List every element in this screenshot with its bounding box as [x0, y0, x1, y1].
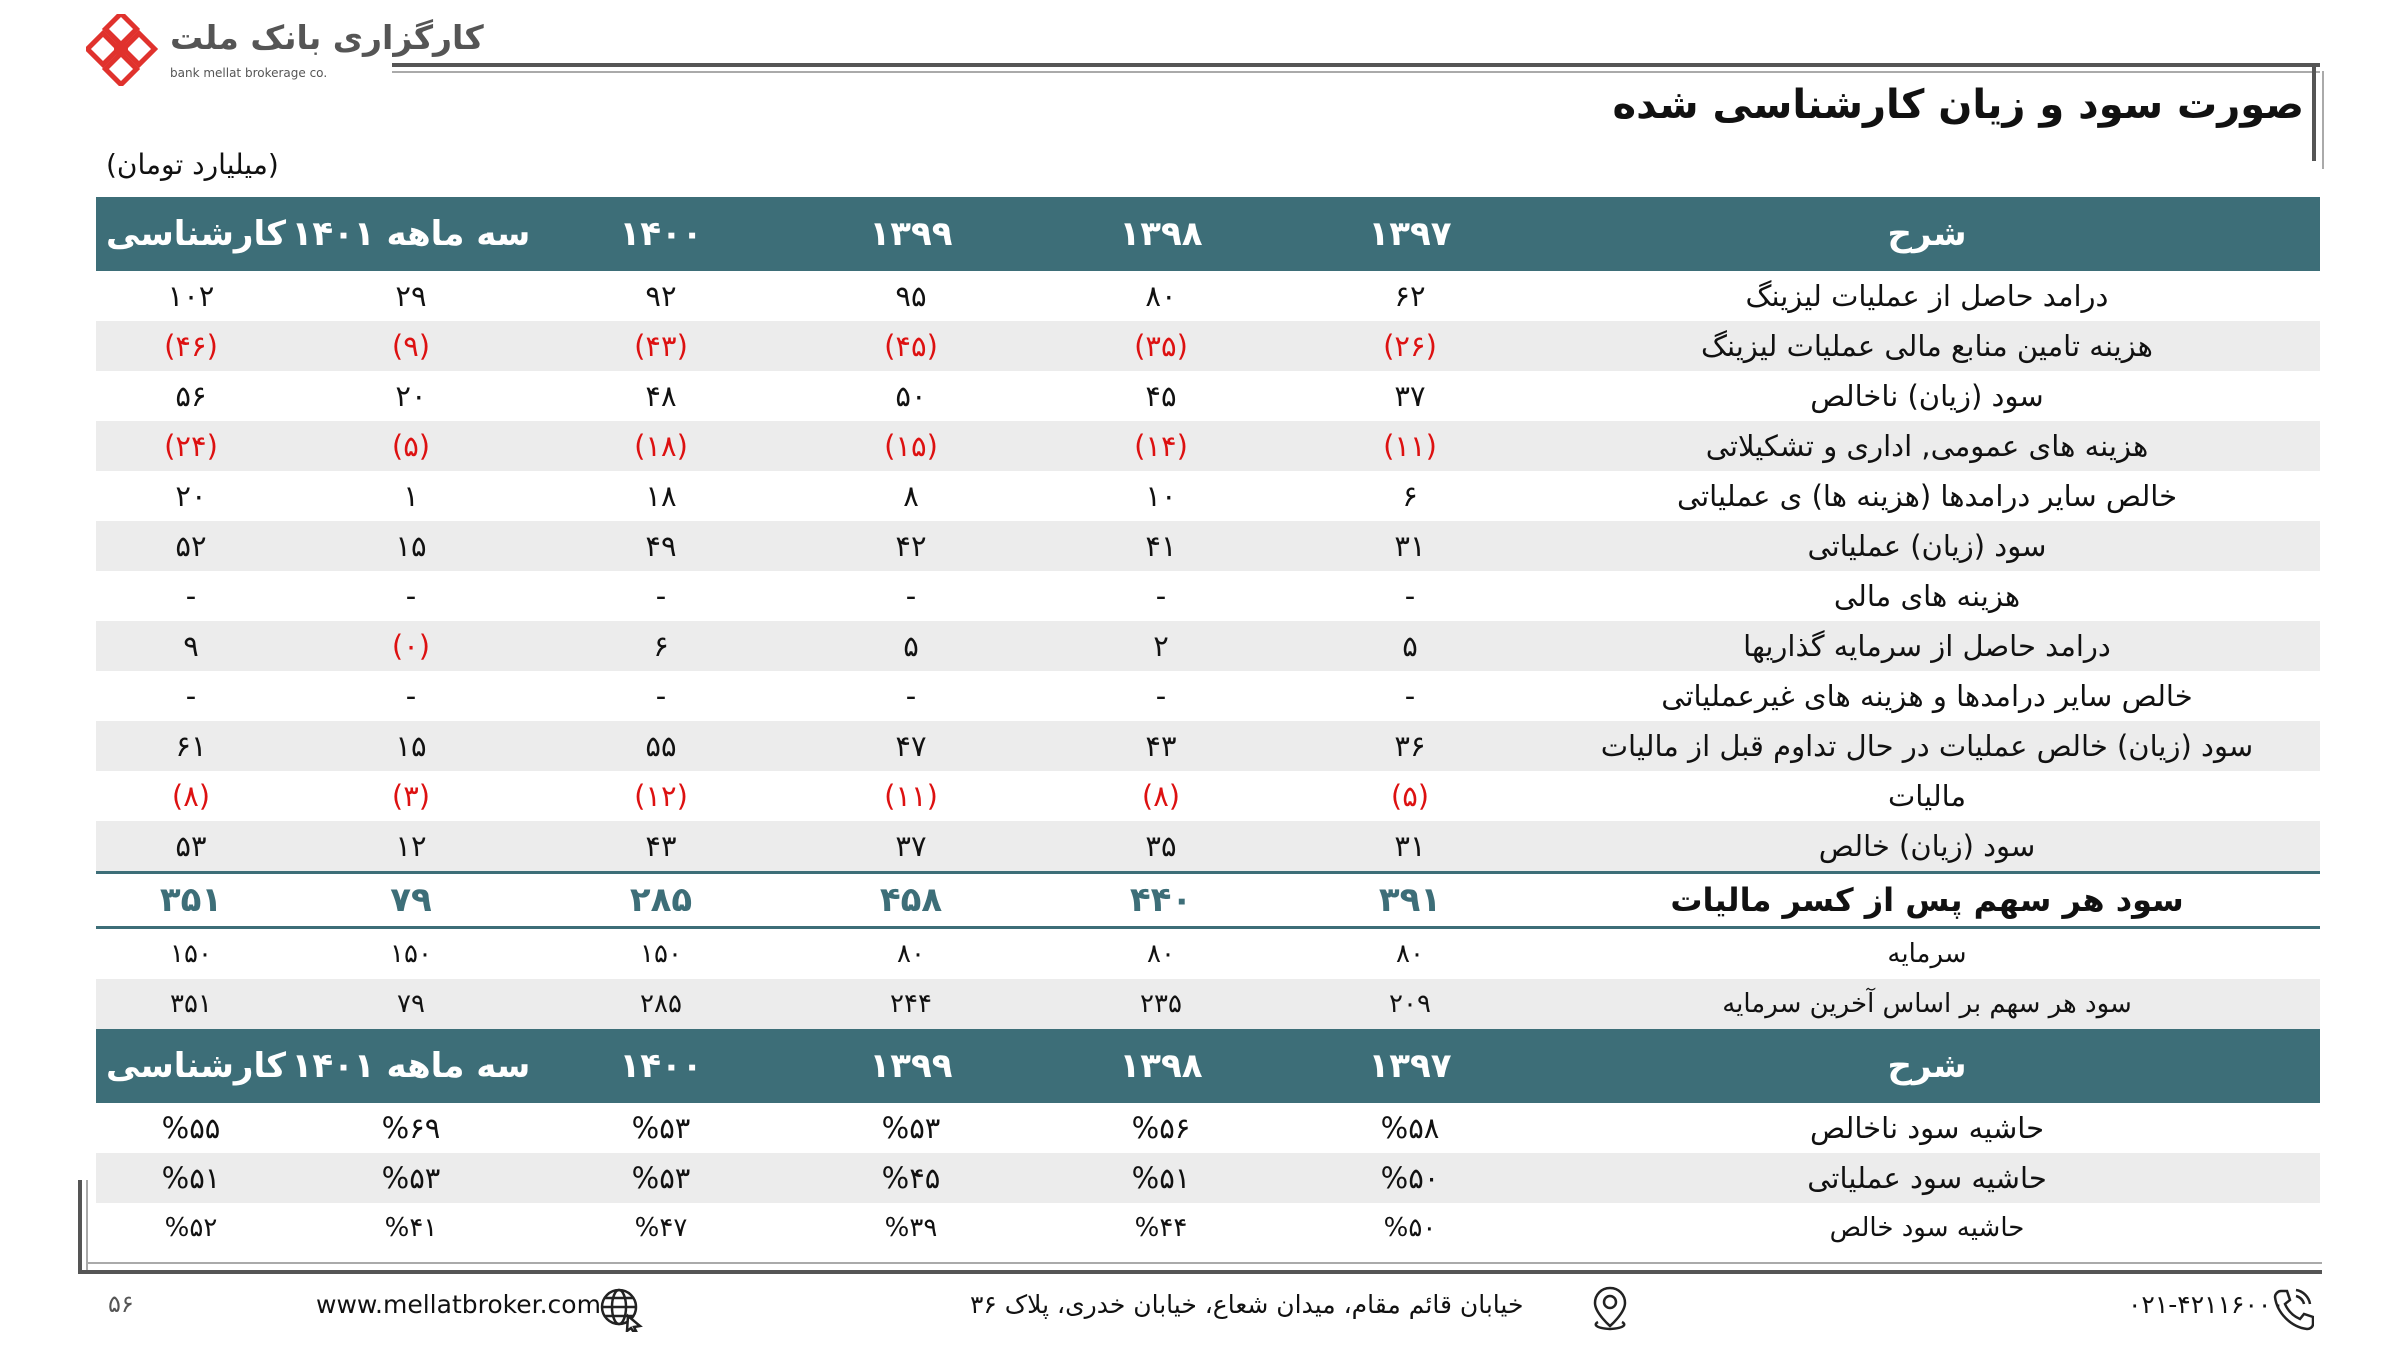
- row-value: ۴۳: [1036, 721, 1286, 771]
- frame-line-left: [78, 1180, 82, 1274]
- row-value: (۴۳): [536, 321, 786, 371]
- row-value: ۲۹: [395, 279, 427, 313]
- row-value: %۵۰: [1286, 1153, 1534, 1203]
- row-value: ۵۰: [895, 379, 927, 413]
- table-row: [96, 1153, 2320, 1203]
- row-value: -: [905, 579, 917, 613]
- row-value: ۷۹: [286, 873, 536, 928]
- table-header-row: [96, 1029, 2320, 1103]
- row-label: حاشیه سود ناخالص: [1809, 1111, 2045, 1145]
- row-value: -: [185, 679, 197, 713]
- header-cell-description: شرح: [1534, 197, 2320, 271]
- row-value: ۸۰: [897, 939, 925, 969]
- row-label: هزینه های مالی: [1833, 579, 2021, 613]
- row-value: %۵۱: [1036, 1153, 1286, 1203]
- row-value: ۱۰: [1145, 479, 1177, 513]
- row-value: (۰): [286, 621, 536, 671]
- header-cell-description: شرح: [1534, 1029, 2320, 1103]
- table-row: [96, 721, 2320, 771]
- brand-logo: [86, 14, 484, 86]
- row-value: ۵۲: [96, 521, 286, 571]
- row-value: ۵: [786, 621, 1036, 671]
- table-header-row: [96, 197, 2320, 271]
- logo-mark-icon: [86, 14, 158, 86]
- row-value: %۵۳: [631, 1111, 691, 1145]
- phone-icon: [2272, 1286, 2314, 1332]
- table-row: [96, 928, 2320, 980]
- header-cell-year: ۱۳۹۸: [1036, 197, 1286, 271]
- row-value: ۹: [96, 621, 286, 671]
- page-number: ۵۶: [108, 1290, 134, 1318]
- row-value: %۴۵: [786, 1153, 1036, 1203]
- row-value: -: [1155, 579, 1167, 613]
- row-value: (۱۱): [1286, 421, 1534, 471]
- row-value: %۵۲: [164, 1213, 218, 1243]
- row-label: درامد حاصل از عملیات لیزینگ: [1745, 279, 2109, 313]
- row-label: هزینه های عمومی, اداری و تشکیلاتی: [1534, 421, 2320, 471]
- header-cell-year: ۱۳۹۸: [1036, 1029, 1286, 1103]
- page-title: صورت سود و زیان کارشناسی شده: [1612, 82, 2304, 128]
- table-row: [96, 471, 2320, 521]
- row-value: %۵۳: [286, 1153, 536, 1203]
- unit-label: (میلیارد تومان): [106, 148, 279, 181]
- row-value: (۱۸): [536, 421, 786, 471]
- row-value: ۳۱: [1286, 821, 1534, 873]
- frame-line-top-inner: [392, 71, 2320, 73]
- row-value: ۹۲: [645, 279, 677, 313]
- frame-line-right: [2312, 63, 2316, 161]
- row-value: (۱۴): [1036, 421, 1286, 471]
- row-label: سود (زیان) خالص عملیات در حال تداوم قبل از مالیات: [1534, 721, 2320, 771]
- row-value: ۵۶: [175, 379, 207, 413]
- row-value: (۳۵): [1036, 321, 1286, 371]
- row-value: ۲۳۵: [1036, 979, 1286, 1029]
- row-label: حاشیه سود خالص: [1829, 1213, 2025, 1243]
- table-row: [96, 671, 2320, 721]
- address-text: خیابان قائم مقام، میدان شعاع، خیابان خدری، پلاک ۳۶: [970, 1290, 1524, 1319]
- table-row: [96, 371, 2320, 421]
- row-value: (۲۶): [1286, 321, 1534, 371]
- row-value: ۱۵: [286, 721, 536, 771]
- row-value: ۱۵۰: [390, 939, 432, 969]
- row-value: ۱۵: [286, 521, 536, 571]
- table-row: [96, 979, 2320, 1029]
- table-row: [96, 321, 2320, 371]
- row-value: %۶۹: [381, 1111, 441, 1145]
- row-value: ۴۵۸: [786, 873, 1036, 928]
- row-value: ۳۷: [786, 821, 1036, 873]
- table-row: [96, 821, 2320, 873]
- row-value: ۱۵۰: [640, 939, 682, 969]
- row-label: سود (زیان) خالص: [1534, 821, 2320, 873]
- row-label: خالص سایر درامدها و هزینه های غیرعملیاتی: [1661, 679, 2193, 713]
- brand-name-en: bank mellat brokerage co.: [170, 66, 328, 80]
- income-statement-table: [11, 197, 2320, 1253]
- row-value: ۶: [1402, 479, 1418, 513]
- row-value: ۸۰: [1147, 939, 1175, 969]
- row-value: ۴۲: [786, 521, 1036, 571]
- row-value: ۶۱: [96, 721, 286, 771]
- row-value: ۳۹۱: [1286, 873, 1534, 928]
- row-label: خالص سایر درامدها (هزینه ها) ی عملیاتی: [1676, 479, 2178, 513]
- brand-name-fa: کارگزاری بانک ملت: [170, 18, 484, 57]
- table-row: [96, 1203, 2320, 1253]
- row-label: سود هر سهم پس از کسر مالیات: [1534, 873, 2320, 928]
- row-value: ۵۳: [96, 821, 286, 873]
- table-row: [96, 621, 2320, 671]
- row-value: ۲۰۹: [1286, 979, 1534, 1029]
- row-value: (۲۴): [96, 421, 286, 471]
- table-row: [96, 873, 2320, 928]
- row-value: ۴۵: [1145, 379, 1177, 413]
- row-value: %۴۱: [384, 1213, 438, 1243]
- row-value: ۳۱: [1286, 521, 1534, 571]
- header-cell-year: ۱۳۹۷: [1286, 1029, 1534, 1103]
- row-value: -: [405, 679, 417, 713]
- row-value: ۵: [1286, 621, 1534, 671]
- row-label: سرمایه: [1887, 939, 1967, 969]
- row-value: ۲۰: [395, 379, 427, 413]
- row-value: %۵۳: [881, 1111, 941, 1145]
- row-value: (۴۵): [786, 321, 1036, 371]
- row-value: ۱۵۰: [170, 939, 212, 969]
- row-value: ۲: [1036, 621, 1286, 671]
- row-value: (۵): [1390, 779, 1430, 813]
- frame-line-left-inner: [86, 1180, 88, 1274]
- row-value: ۶۲: [1394, 279, 1426, 313]
- frame-line-right-inner: [2322, 71, 2324, 169]
- table-row: [96, 421, 2320, 471]
- row-value: (۸): [1141, 779, 1181, 813]
- row-label: سود (زیان) ناخالص: [1810, 379, 2044, 413]
- row-value: -: [1404, 679, 1416, 713]
- header-cell-year: ۱۳۹۷: [1286, 197, 1534, 271]
- row-value: (۱۲): [634, 779, 688, 813]
- website-link[interactable]: www.mellatbroker.com: [316, 1290, 601, 1319]
- row-value: (۴۶): [96, 321, 286, 371]
- row-value: -: [655, 679, 667, 713]
- row-value: ۲۸۵: [536, 873, 786, 928]
- header-cell-year: سه ماهه ۱۴۰۱: [286, 197, 536, 271]
- row-value: ۴۸: [645, 379, 677, 413]
- header-cell-year: ۱۴۰۰: [536, 1029, 786, 1103]
- row-value: %۵۵: [161, 1111, 221, 1145]
- row-value: ۵۵: [536, 721, 786, 771]
- row-value: ۱۲: [286, 821, 536, 873]
- frame-line-bottom: [78, 1270, 2322, 1274]
- frame-line-bottom-inner: [86, 1262, 2322, 1264]
- header-cell-year: سه ماهه ۱۴۰۱: [286, 1029, 536, 1103]
- row-value: ۲۰: [175, 479, 207, 513]
- row-value: ۳۷: [1394, 379, 1426, 413]
- row-value: ۲۴۴: [786, 979, 1036, 1029]
- row-value: %۳۹: [884, 1213, 938, 1243]
- row-value: ۲۸۵: [536, 979, 786, 1029]
- row-value: (۳): [391, 779, 431, 813]
- row-value: ۴۱: [1036, 521, 1286, 571]
- row-value: ۱۸: [645, 479, 677, 513]
- row-value: ۴۴۰: [1036, 873, 1286, 928]
- header-cell-year: کارشناسی ۱۴۰۱: [96, 197, 286, 271]
- row-value: ۳۵۱: [96, 873, 286, 928]
- row-value: (۱۵): [786, 421, 1036, 471]
- header-cell-year: ۱۳۹۹: [786, 1029, 1036, 1103]
- row-value: ۸۰: [1396, 939, 1424, 969]
- row-value: ۳۵: [1036, 821, 1286, 873]
- row-value: %۵۳: [536, 1153, 786, 1203]
- header-cell-year: ۱۴۰۰: [536, 197, 786, 271]
- frame-line-top: [392, 63, 2320, 67]
- row-value: %۴۷: [634, 1213, 688, 1243]
- row-value: %۵۶: [1131, 1111, 1191, 1145]
- globe-icon: [598, 1286, 644, 1332]
- row-value: ۴۹: [536, 521, 786, 571]
- row-label: سود هر سهم بر اساس آخرین سرمایه: [1534, 979, 2320, 1029]
- phone-number: ۰۲۱-۴۲۱۱۶۰۰۰: [2128, 1290, 2285, 1319]
- row-value: ۷۹: [286, 979, 536, 1029]
- table-row: [96, 771, 2320, 821]
- row-value: (۸): [171, 779, 211, 813]
- row-value: -: [405, 579, 417, 613]
- row-value: %۵۰: [1383, 1213, 1437, 1243]
- row-value: %۵۸: [1380, 1111, 1440, 1145]
- row-label: سود (زیان) عملیاتی: [1534, 521, 2320, 571]
- row-value: ۴۷: [786, 721, 1036, 771]
- row-value: %۵۱: [96, 1153, 286, 1203]
- row-value: ۱: [403, 479, 419, 513]
- row-value: -: [655, 579, 667, 613]
- location-pin-icon: [1590, 1284, 1630, 1332]
- row-value: ۴۳: [536, 821, 786, 873]
- row-label: هزینه تامین منابع مالی عملیات لیزینگ: [1534, 321, 2320, 371]
- row-value: -: [905, 679, 917, 713]
- row-label: مالیات: [1887, 779, 1967, 813]
- table-row: [96, 521, 2320, 571]
- row-value: -: [1404, 579, 1416, 613]
- row-value: %۴۴: [1134, 1213, 1188, 1243]
- header-cell-year: ۱۳۹۹: [786, 197, 1036, 271]
- table-row: [96, 1103, 2320, 1153]
- table-row: [96, 571, 2320, 621]
- row-value: ۸: [903, 479, 919, 513]
- row-value: ۹۵: [895, 279, 927, 313]
- row-value: (۱۱): [884, 779, 938, 813]
- row-value: ۱۰۲: [167, 279, 215, 313]
- row-value: -: [185, 579, 197, 613]
- header-cell-year: کارشناسی ۱۴۰۱: [96, 1029, 286, 1103]
- row-value: -: [1155, 679, 1167, 713]
- row-value: ۳۶: [1286, 721, 1534, 771]
- table-row: [96, 271, 2320, 321]
- row-value: ۳۵۱: [96, 979, 286, 1029]
- row-value: (۵): [286, 421, 536, 471]
- row-label: درامد حاصل از سرمایه گذاریها: [1534, 621, 2320, 671]
- row-value: ۸۰: [1145, 279, 1177, 313]
- row-value: (۹): [286, 321, 536, 371]
- row-label: حاشیه سود عملیاتی: [1534, 1153, 2320, 1203]
- row-value: ۶: [536, 621, 786, 671]
